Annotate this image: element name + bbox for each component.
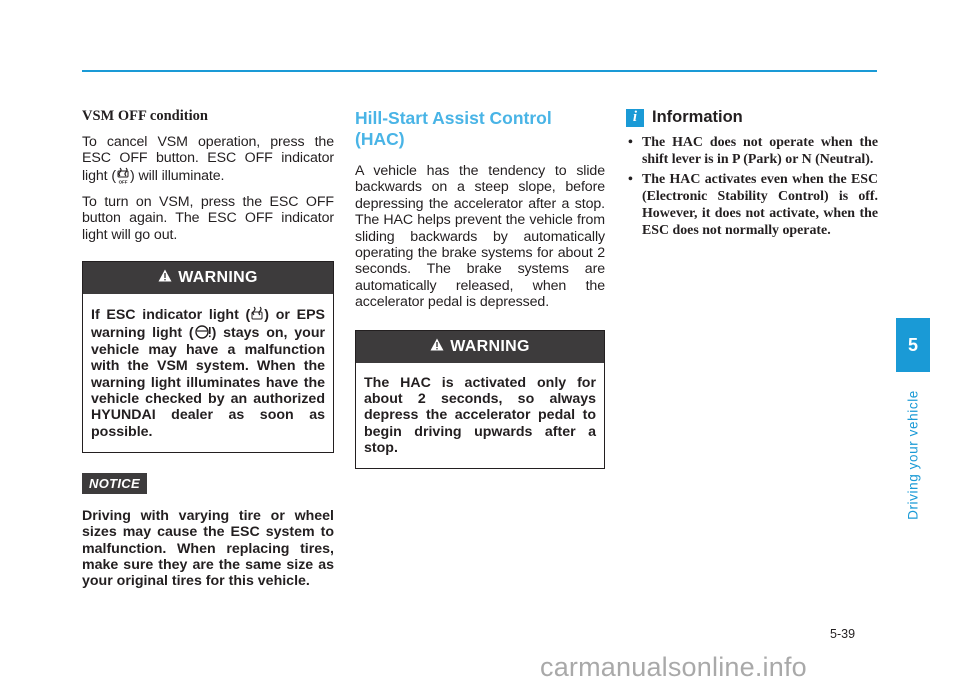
vsm-off-heading: VSM OFF condition — [82, 108, 208, 124]
chapter-tab[interactable]: 5 — [896, 318, 930, 372]
list-item: • The HAC activates even when the ESC (Electronic Stability Control) is off. However, it does not activate, when the ESC does not normally operate. — [628, 171, 878, 239]
column-information — [628, 108, 878, 242]
watermark: carmanualsonline.info — [540, 652, 807, 682]
column-vsm-off — [82, 108, 334, 590]
vsm-off-paragraph-1: To cancel VSM operation, press the ESC OFF button. ESC OFF indicator light ( OFF ) will illuminate. — [82, 134, 334, 185]
notice-text: Driving with varying tire or wheel sizes may cause the ESC system to malfunction. When replacing tires, make sure they are the same size as your original tires for this vehicle. — [82, 507, 334, 590]
esc-indicator-icon — [250, 306, 264, 324]
warning-triangle-icon — [158, 269, 172, 287]
top-rule — [82, 70, 877, 72]
warning-header — [83, 262, 333, 294]
notice-label: NOTICE — [82, 473, 147, 494]
page-number: 5-39 — [830, 627, 856, 641]
warning-text: The HAC is activated only for about 2 seconds, so always depress the accelerator pedal to begin driving upwards after a stop. — [364, 374, 596, 456]
chapter-label: Driving your vehicle — [905, 390, 921, 520]
warning-label: WARNING — [178, 269, 258, 287]
list-item: • The HAC does not operate when the shift lever is in P (Park) or N (Neutral). — [628, 134, 878, 168]
warning-text: If ESC indicator light ( ) or EPS warning light ( ) stays on, your vehicle may have a malfunction with the VSM system. When the warning light illuminates have the vehicle checked by an authorized HYUNDAI dealer as soon as possible. — [91, 306, 326, 440]
esc-off-indicator-icon — [116, 167, 130, 185]
vsm-warning-box — [82, 261, 334, 453]
information-list — [628, 134, 878, 239]
hac-paragraph: A vehicle has the tendency to slide backwards on a steep slope, before depressing the accelerator after a stop. The HAC helps prevent the vehicle from sliding backwards by automatically operating the brake systems for about 2 seconds. The brake systems are automatically released, when the accelerator pedal is depressed. — [355, 163, 605, 311]
warning-label: WARNING — [450, 337, 530, 355]
vsm-off-paragraph-2: To turn on VSM, press the ESC OFF button again. The ESC OFF indicator light will go out. — [82, 193, 334, 243]
hac-section-title: Hill-Start Assist Control (HAC) — [355, 108, 552, 149]
hac-warning-box — [355, 330, 605, 469]
eps-warning-icon — [194, 324, 212, 342]
information-header — [626, 108, 878, 127]
svg-text:OFF: OFF — [118, 179, 128, 185]
warning-triangle-icon — [430, 338, 444, 356]
information-title: Information — [652, 108, 743, 126]
warning-header — [356, 331, 604, 363]
info-icon: i — [626, 109, 644, 127]
column-hac — [355, 108, 605, 469]
